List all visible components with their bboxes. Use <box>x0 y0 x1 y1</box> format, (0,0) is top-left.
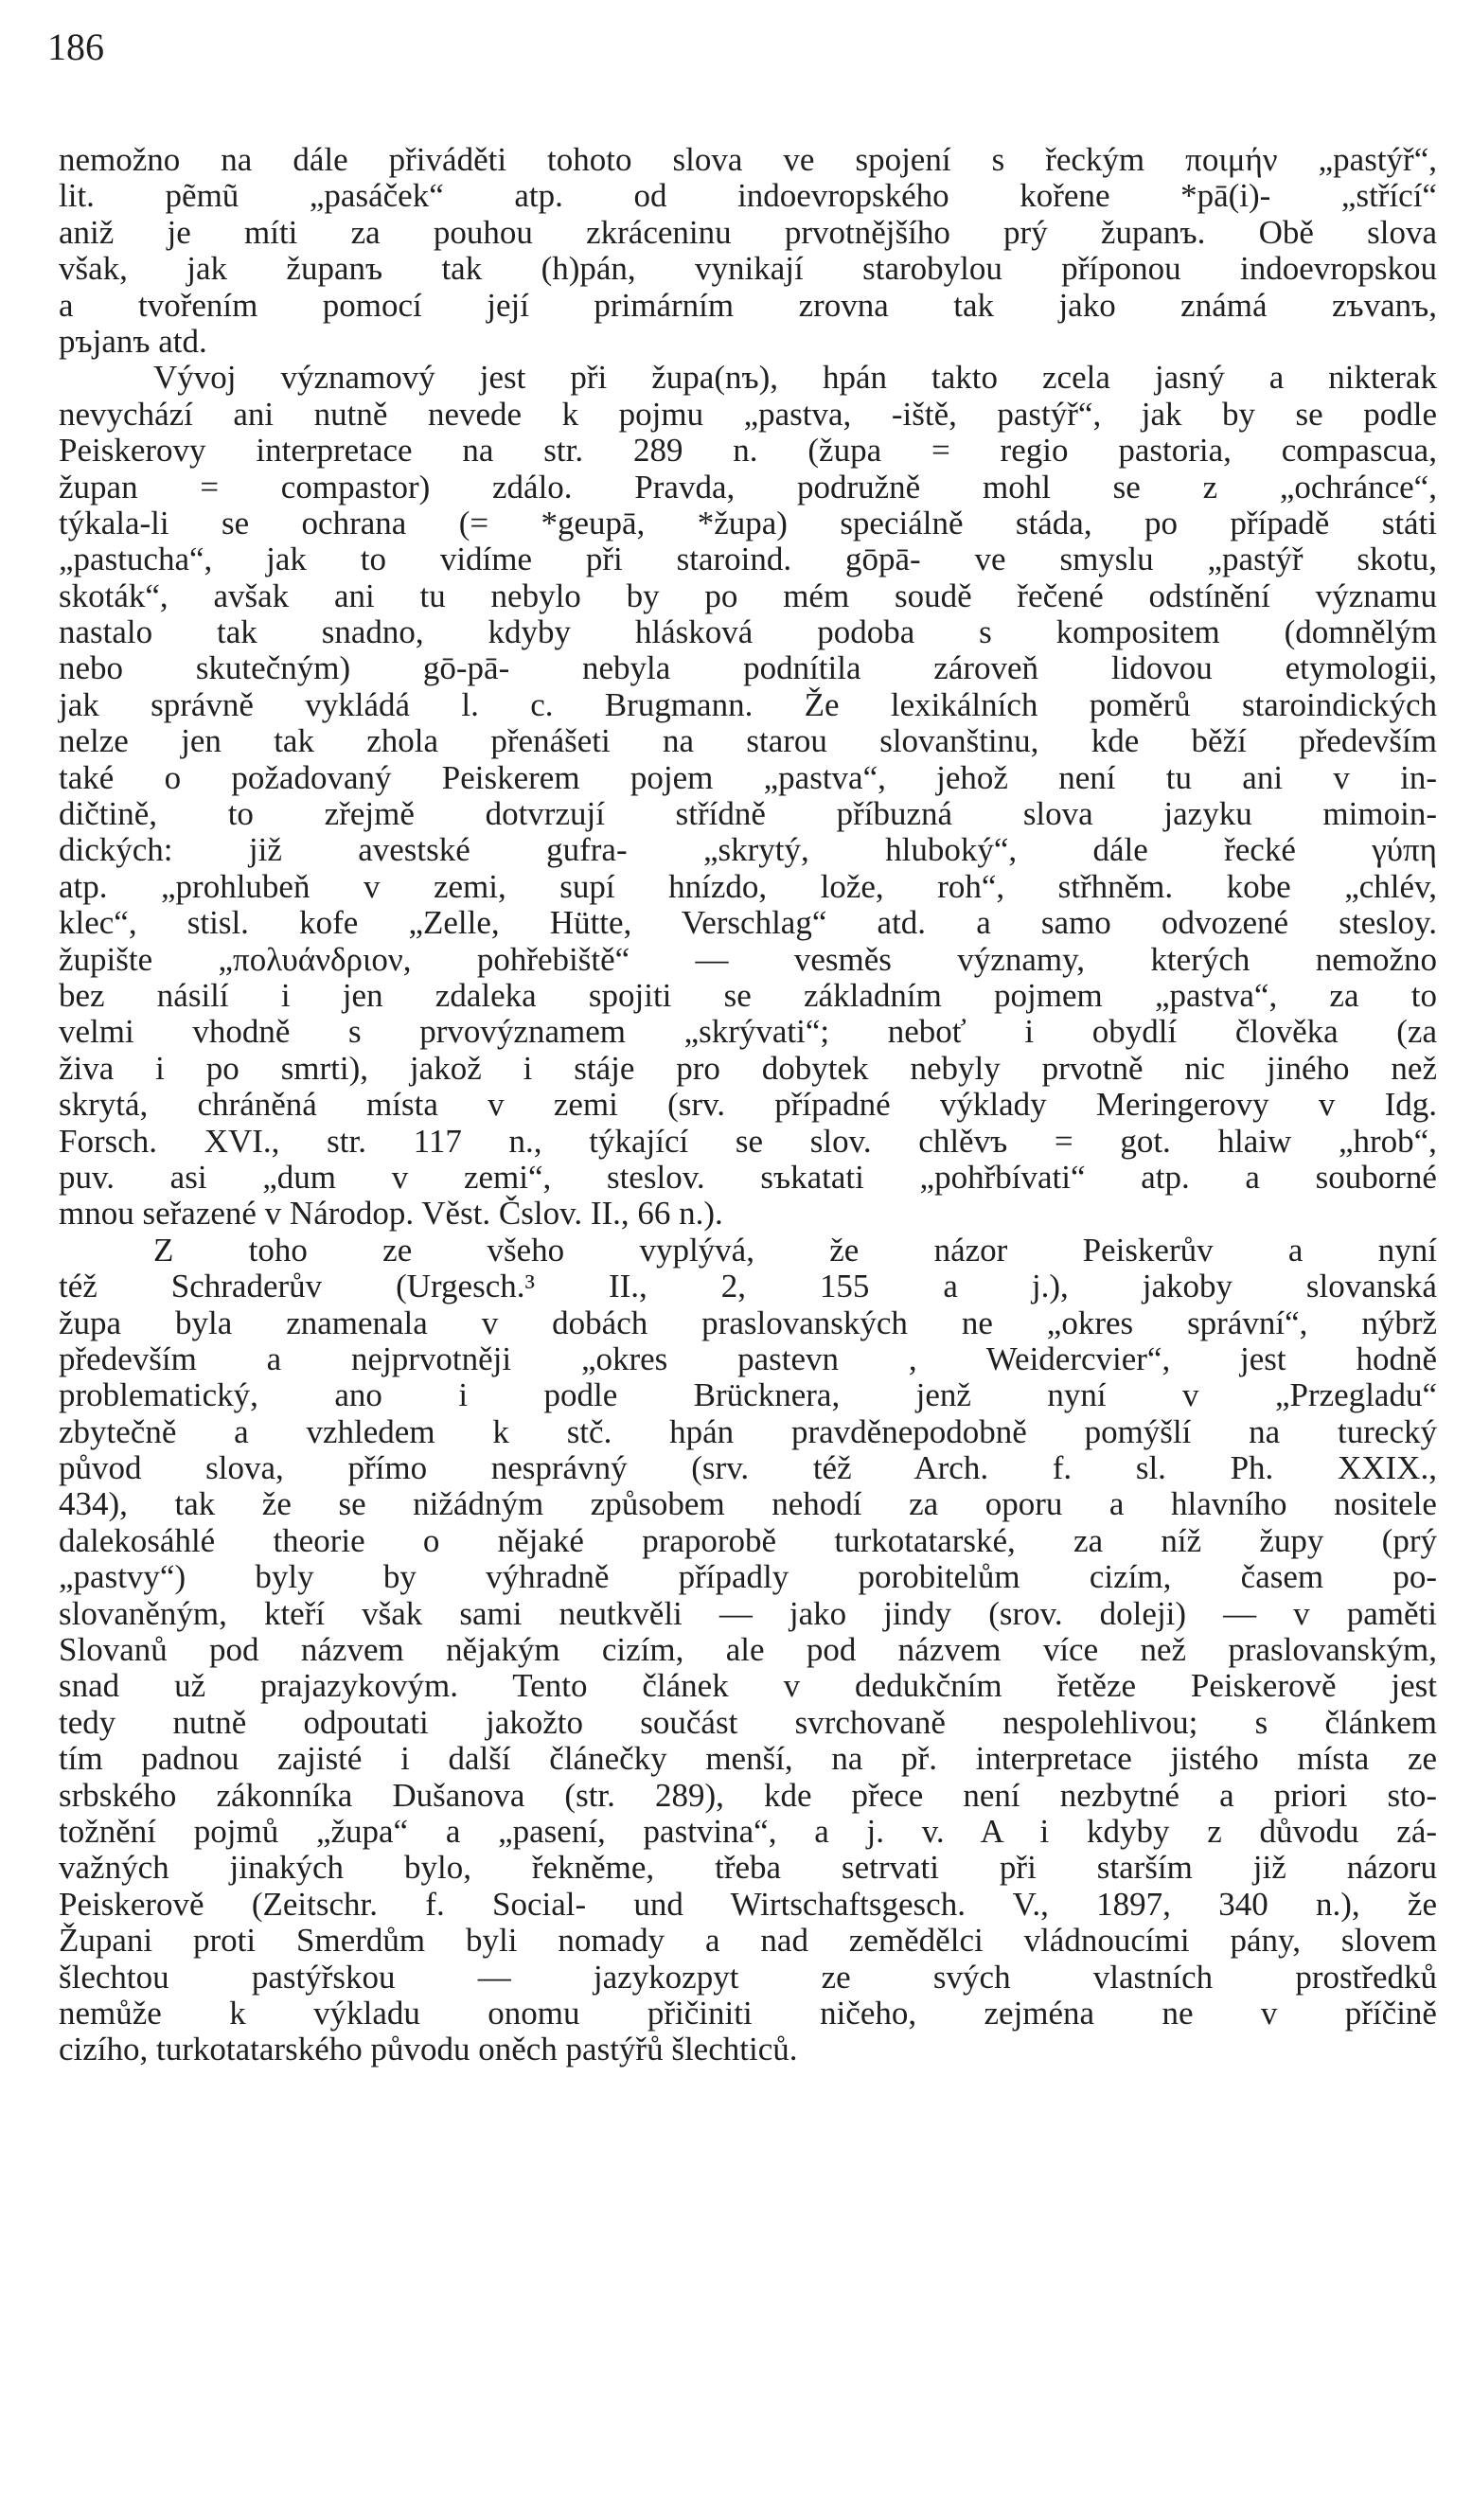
text-line: skoták“, avšak ani tu nebylo by po mém soudě řečené odstínění významu <box>59 577 1437 614</box>
text-line: važných jinakých bylo, řekněme, třeba setrvati při starším již názoru <box>59 1849 1437 1887</box>
text-line: jak správně vykládá l. c. Brugmann. Že lexikálních poměrů staroindických <box>59 685 1438 723</box>
text-line: především a nejprvotněji „okres pastevn , Weidercvier“, jest hodně <box>59 1340 1438 1377</box>
text-line: puv. asi „dum v zemi“, steslov. sъkatati „pohřbívati“ atp. a souborné <box>59 1158 1437 1196</box>
text-line: dalekosáhlé theorie o nějaké praporobě turkotatarské, za níž župy (prý <box>59 1521 1437 1559</box>
text-line: pъjanъ atd. <box>59 322 207 360</box>
text-line: nebo skutečným) gō-pā- nebyla podnítila zároveň lidovou etymologii, <box>59 649 1437 687</box>
text-line: klec“, stisl. kofe „Zelle, Hütte, Verschlag“ atd. a samo odvozené stesloy. <box>59 904 1437 942</box>
text-line: Slovanů pod názvem nějakým cizím, ale pod názvem více než praslovanským, <box>59 1631 1438 1669</box>
text-line: však, jak županъ tak (h)pán, vynikají starobylou příponou indoevropskou <box>59 250 1438 288</box>
text-line: tedy nutně odpoutati jakožto součást svrchovaně nespolehlivou; s článkem <box>59 1703 1437 1741</box>
text-line: a tvořením pomocí její primárním zrovna tak jako známá zъvanъ, <box>59 286 1437 324</box>
text-line: aniž je míti za pouhou zkráceninu prvotnějšího prý županъ. Obě slova <box>59 213 1437 251</box>
text-line: dických: již avestské gufra- „skrytý, hluboký“, dále řecké γύπη <box>59 831 1437 869</box>
text-line: týkala-li se ochrana (= *geupā, *župa) speciálně stáda, po případě státi <box>59 504 1438 541</box>
text-line: nemožno na dále přiváděti tohoto slova ve spojení s řeckým ποιμήν „pastýř“, <box>59 141 1437 178</box>
text-line: mnou seřazené v Národop. Věst. Čslov. II., 66 n.). <box>59 1195 723 1233</box>
paragraph-start-line: Vývoj významový jest při župa(nъ), hpán takto zcela jasný a nikterak <box>153 359 1437 397</box>
text-line: šlechtou pastýřskou — jazykozpyt ze svých vlastních prostředků <box>59 1958 1438 1996</box>
text-line: nastalo tak snadno, kdyby hlásková podoba s kompositem (domnělým <box>59 613 1437 651</box>
text-line: „pastucha“, jak to vidíme při staroind. gōpā- ve smyslu „pastýř skotu, <box>59 541 1438 578</box>
page-number: 186 <box>47 26 104 68</box>
text-line: velmi vhodně s prvovýznamem „skrývati“; neboť i obydlí člověka (za <box>59 1013 1438 1051</box>
text-line: původ slova, přímo nesprávný (srv. též Arch. f. sl. Ph. XXIX., <box>59 1449 1437 1487</box>
paragraph-start-line: Z toho ze všeho vyplývá, že názor Peiskerův a nyní <box>153 1231 1437 1269</box>
text-line: snad už prajazykovým. Tento článek v dedukčním řetěze Peiskerově jest <box>59 1667 1438 1705</box>
text-line: bez násilí i jen zdaleka spojiti se základním pojmem „pastva“, za to <box>59 976 1437 1014</box>
text-line: slovaněným, kteří však sami neutkvěli — jako jindy (srov. doleji) — v paměti <box>59 1594 1437 1632</box>
text-line: také o požadovaný Peiskerem pojem „pastva“, jehož není tu ani v in- <box>59 758 1438 796</box>
text-line: lit. pẽmũ „pasáček“ atp. od indoevropského kořene *pā(i)- „střící“ <box>59 177 1437 215</box>
text-line: Peiskerovy interpretace na str. 289 n. (župa = regio pastoria, compascua, <box>59 432 1437 470</box>
text-line: župište „πολυάνδριον, pohřebiště“ — vesměs významy, kterých nemožno <box>59 940 1438 978</box>
text-line: cizího, turkotatarského původu oněch pastýřů šlechticů. <box>59 2031 798 2068</box>
text-line: nevychází ani nutně nevede k pojmu „pastva, -iště, pastýř“, jak by se podle <box>59 395 1437 433</box>
text-line: srbského zákonníka Dušanova (str. 289), kde přece není nezbytné a priori sto- <box>59 1776 1438 1814</box>
text-line: dičtině, to zřejmě dotvrzují střídně příbuzná slova jazyku mimoin- <box>59 795 1437 833</box>
text-line: Župani proti Smerdům byli nomady a nad zemědělci vládnoucími pány, slovem <box>59 1922 1437 1960</box>
text-line: skrytá, chráněná místa v zemi (srv. případné výklady Meringerovy v Idg. <box>59 1086 1437 1124</box>
text-line: Forsch. XVI., str. 117 n., týkající se slov. chlěvъ = got. hlaiw „hrob“, <box>59 1122 1437 1160</box>
text-line: tožnění pojmů „župa“ a „pasení, pastvina“, a j. v. A i kdyby z důvodu zá- <box>59 1812 1438 1850</box>
text-line: „pastvy“) byly by výhradně případly porobitelům cizím, časem po- <box>59 1558 1438 1596</box>
text-line: tím padnou zajisté i další článečky menší, na př. interpretace jistého místa ze <box>59 1740 1438 1778</box>
text-line: zbytečně a vzhledem k stč. hpán pravděnepodobně pomýšlí na turecký <box>59 1412 1437 1450</box>
body-text <box>59 142 1437 2068</box>
text-line: též Schraderův (Urgesch.³ II., 2, 155 a j.), jakoby slovanská <box>59 1268 1437 1305</box>
text-line: nelze jen tak zhola přenášeti na starou slovanštinu, kde běží především <box>59 722 1437 760</box>
text-line: 434), tak že se nižádným způsobem nehodí za oporu a hlavního nositele <box>59 1485 1437 1523</box>
text-line: živa i po smrti), jakož i stáje pro dobytek nebyly prvotně nic jiného než <box>59 1049 1437 1087</box>
text-line: župan = compastor) zdálo. Pravda, podružně mohl se z „ochránce“, <box>59 468 1437 506</box>
text-line: problematický, ano i podle Brücknera, jenž nyní v „Przegladu“ <box>59 1376 1437 1414</box>
text-line: atp. „prohlubeň v zemi, supí hnízdo, lože, roh“, střhněm. kobe „chlév, <box>59 867 1438 905</box>
text-line: župa byla znamenala v dobách praslovanských ne „okres správní“, nýbrž <box>59 1304 1438 1341</box>
text-line: Peiskerově (Zeitschr. f. Social- und Wirtschaftsgesch. V., 1897, 340 n.), že <box>59 1885 1438 1923</box>
text-line: nemůže k výkladu onomu přičiniti ničeho, zejména ne v příčině <box>59 1994 1437 2032</box>
